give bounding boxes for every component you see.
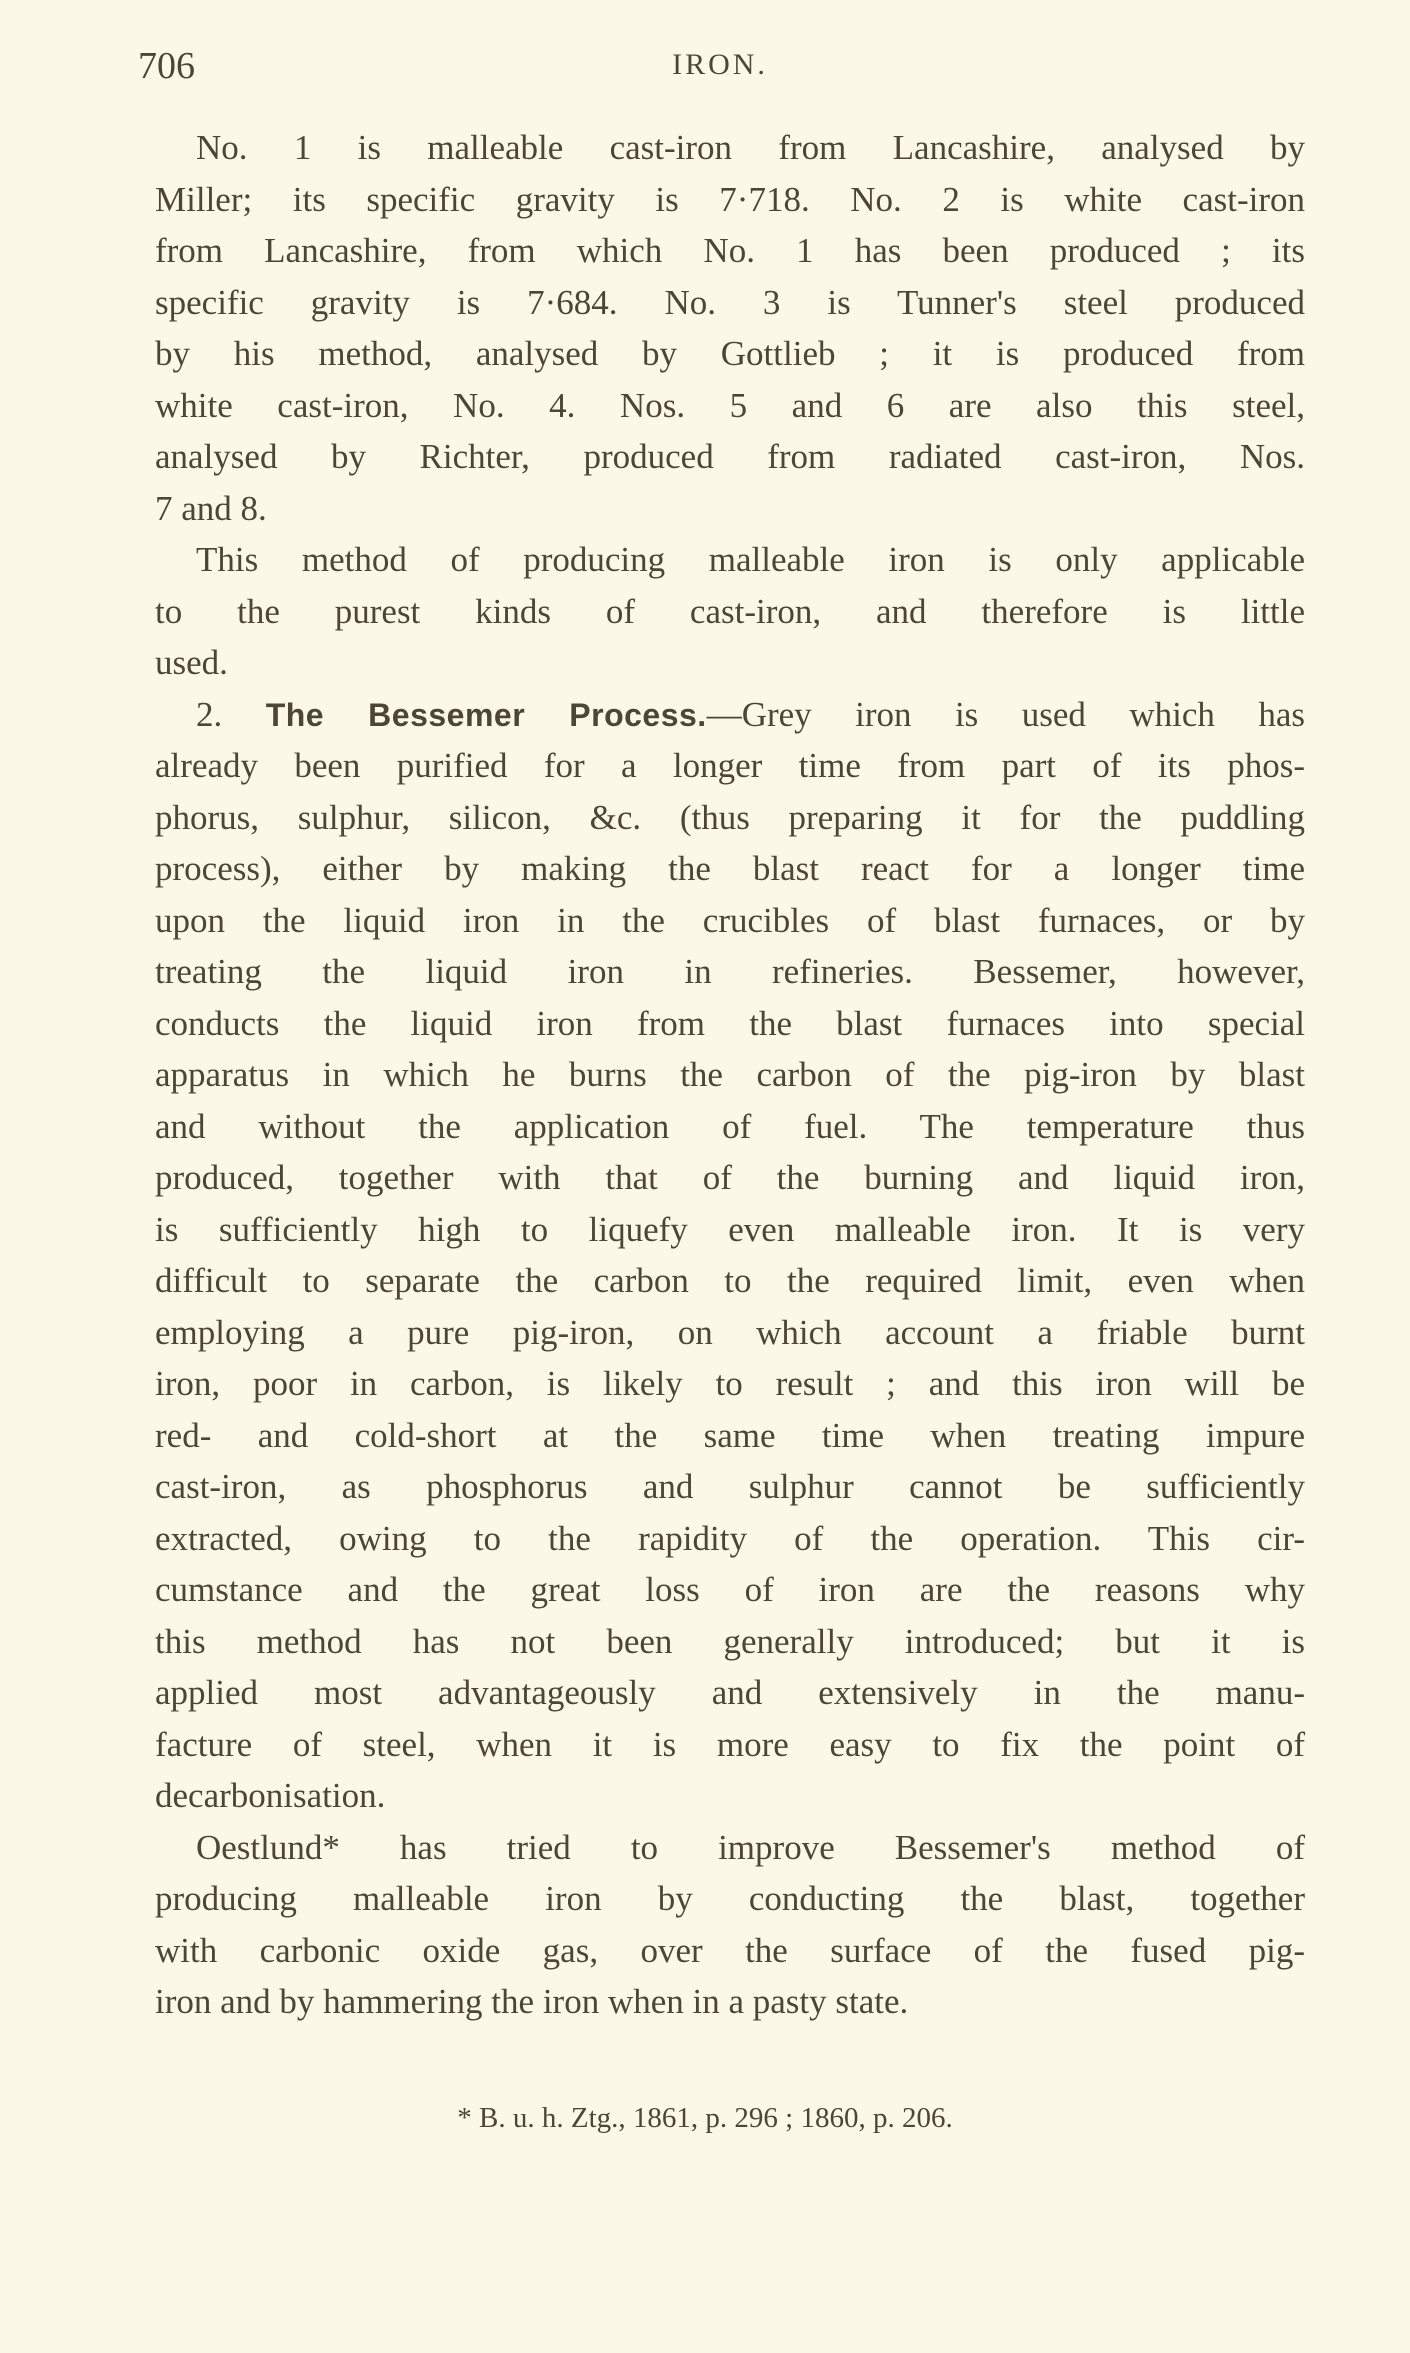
text-line: treating the liquid iron in refineries. Bessemer, however, [155,952,1305,991]
text-line: iron and by hammering the iron when in a pasty state. [155,1982,909,2021]
text-line: is sufficiently high to liquefy even malleable iron. It is very [155,1209,1305,1249]
text-line: white cast-iron, No. 4. Nos. 5 and 6 are also this steel, [155,385,1305,425]
text-line: phorus, sulphur, silicon, &c. (thus preparing it for the puddling [155,797,1305,837]
text-line: to the purest kinds of cast-iron, and therefore is little [155,591,1305,631]
text-line: from Lancashire, from which No. 1 has been produced ; its [155,231,1305,270]
text-line: used. [155,643,228,682]
text-line: analysed by Richter, produced from radiated cast-iron, Nos. [155,437,1305,476]
line-text: —Grey iron is used which has [706,694,1305,734]
text-line: 7 and 8. [155,488,267,528]
text-line: and without the application of fuel. The temperature thus [155,1106,1305,1146]
text-line [196,693,1305,737]
text-line: conducts the liquid iron from the blast furnaces into special [155,1003,1305,1043]
text-line: apparatus in which he burns the carbon of the pig-iron by blast [155,1055,1305,1094]
text-line: producing malleable iron by conducting the blast, together [155,1879,1305,1918]
text-line: this method has not been generally introduced; but it is [155,1621,1305,1661]
text-line: cumstance and the great loss of iron are the reasons why [155,1570,1305,1609]
text-line: Oestlund* has tried to improve Bessemer's method of [196,1827,1305,1867]
text-line: red- and cold-short at the same time when treating impure [155,1415,1305,1455]
text-line: with carbonic oxide gas, over the surface of the fused pig- [155,1930,1305,1970]
text-line: Miller; its specific gravity is 7·718. No. 2 is white cast-iron [155,179,1305,219]
text-line: employing a pure pig-iron, on which account a friable burnt [155,1312,1305,1352]
section-number: 2. [196,694,266,734]
page-number: 706 [138,45,195,87]
text-line: difficult to separate the carbon to the required limit, even when [155,1261,1305,1300]
text-line: specific gravity is 7·684. No. 3 is Tunner's steel produced [155,282,1305,322]
text-line: No. 1 is malleable cast-iron from Lancashire, analysed by [196,128,1305,167]
section-heading: The Bessemer Process. [265,696,707,733]
text-line: produced, together with that of the burning and liquid iron, [155,1158,1305,1197]
text-line: decarbonisation. [155,1776,386,1815]
text-line: cast-iron, as phosphorus and sulphur cannot be sufficiently [155,1467,1305,1506]
text-line: process), either by making the blast react for a longer time [155,849,1305,888]
text-line: extracted, owing to the rapidity of the operation. This cir- [155,1518,1305,1558]
text-line: already been purified for a longer time from part of its phos- [155,746,1305,785]
text-line: facture of steel, when it is more easy to fix the point of [155,1724,1305,1764]
text-line: This method of producing malleable iron is only applicable [196,540,1305,579]
text-line: applied most advantageously and extensively in the manu- [155,1673,1305,1712]
text-line: upon the liquid iron in the crucibles of blast furnaces, or by [155,900,1305,940]
footnote: * B. u. h. Ztg., 1861, p. 296 ; 1860, p. 206. [457,2102,953,2134]
text-line: iron, poor in carbon, is likely to result ; and this iron will be [155,1364,1305,1403]
text-line: by his method, analysed by Gottlieb ; it is produced from [155,334,1305,373]
running-title: IRON. [672,48,768,81]
